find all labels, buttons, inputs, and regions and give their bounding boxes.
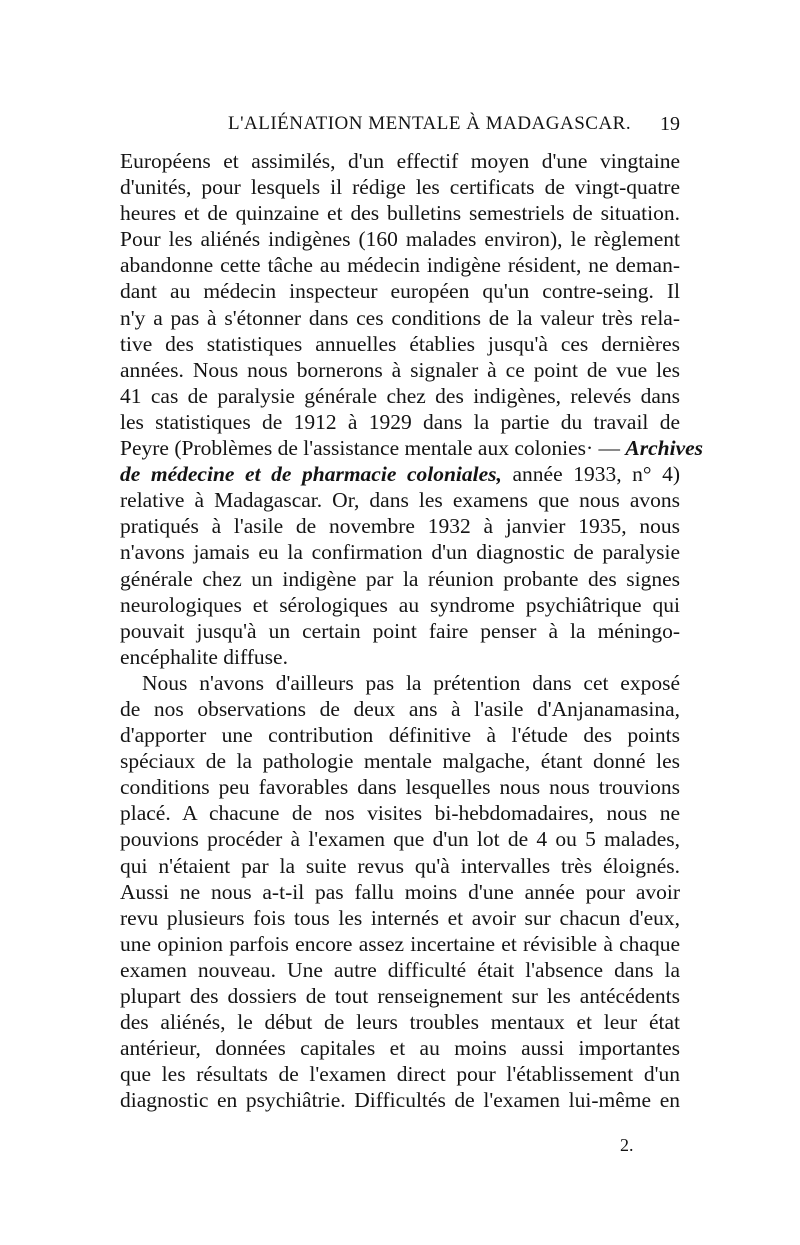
text-line: Européens et assimilés, d'un effectif moyen d'une vingtaine [120,149,680,173]
text-line: placé. A chacune de nos visites bi-hebdomadaires, nous ne [120,801,680,826]
text-line: antérieur, données capitales et au moins aussi importantes [120,1036,680,1061]
text-line: Pour les aliénés indigènes (160 malades environ), le règlement [120,227,680,252]
text-line: spéciaux de la pathologie mentale malgache, étant donné les [120,749,680,774]
signature-mark: 2. [620,1135,634,1155]
text-line: n'y a pas à s'étonner dans ces conditions de la valeur très rela- [120,305,680,330]
journal-title-italic: Archives [625,436,704,461]
text-line: conditions peu favorables dans lesquelles nous nous trouvions [120,775,680,800]
text-line: examen nouveau. Une autre difficulté était l'absence dans la [120,957,680,982]
text-line: des aliénés, le début de leurs troubles mentaux et leur état [120,1010,680,1035]
text-line: une opinion parfois encore assez incertaine et révisible à chaque [120,931,680,956]
text-line: plupart des dossiers de tout renseignement sur les antécédents [120,984,680,1008]
text-line: heures et de quinzaine et des bulletins semestriels de situation. [120,201,680,226]
text-line: Nous n'avons d'ailleurs pas la prétention dans cet exposé [142,670,680,695]
text-line [120,461,680,487]
text-line: tive des statistiques annuelles établies jusqu'à ces dernières [120,331,680,356]
text-line: les statistiques de 1912 à 1929 dans la partie du travail de [120,409,680,434]
text-line: pouvait jusqu'à un certain point faire penser à la méningo- [120,618,680,643]
journal-title-italic: de médecine et de pharmacie coloniales, [120,462,502,487]
text-line: générale chez un indigène par la réunion probante des signes [120,566,680,591]
text-line: dant au médecin inspecteur européen qu'un contre-seing. Il [120,279,680,304]
text-line: revu plusieurs fois tous les internés et avoir sur chacun d'eux, [120,905,680,930]
text-line: diagnostic en psychiâtrie. Difficultés de l'examen lui-même en [120,1088,680,1113]
text-line: 41 cas de paralysie générale chez des indigènes, relevés dans [120,383,680,408]
text-line: encéphalite diffuse. [120,644,288,669]
text-line: d'unités, pour lesquels il rédige les certificats de vingt-quatre [120,175,680,200]
running-header [120,113,680,147]
text-line: relative à Madagascar. Or, dans les examens que nous avons [120,488,680,513]
text-line: années. Nous nous bornerons à signaler à ce point de vue les [120,357,680,382]
text-line: abandonne cette tâche au médecin indigène résident, ne deman- [120,253,680,278]
text-segment: Peyre (Problèmes de l'assistance mentale aux colonies· — [120,436,626,461]
text-line: d'apporter une contribution définitive à l'étude des points [120,723,680,748]
text-line: neurologiques et sérologiques au syndrome psychiâtrique qui [120,592,680,617]
page-number: 19 [660,113,680,135]
text-line: pratiqués à l'asile de novembre 1932 à janvier 1935, nous [120,514,680,539]
text-line [120,435,704,461]
text-line: pouvions procéder à l'examen que d'un lot de 4 ou 5 malades, [120,827,680,852]
text-segment: année 1933, n° 4) [501,462,680,487]
running-title: L'ALIÉNATION MENTALE À MADAGASCAR. [228,113,632,134]
text-line: de nos observations de deux ans à l'asile d'Anjanamasina, [120,696,680,721]
body-text [120,148,704,1113]
text-line: que les résultats de l'examen direct pour l'établissement d'un [120,1062,680,1087]
text-line: Aussi ne nous a-t-il pas fallu moins d'une année pour avoir [120,879,680,904]
text-line: n'avons jamais eu la confirmation d'un diagnostic de paralysie [120,540,680,565]
text-line: qui n'étaient par la suite revus qu'à intervalles très éloignés. [120,853,680,878]
